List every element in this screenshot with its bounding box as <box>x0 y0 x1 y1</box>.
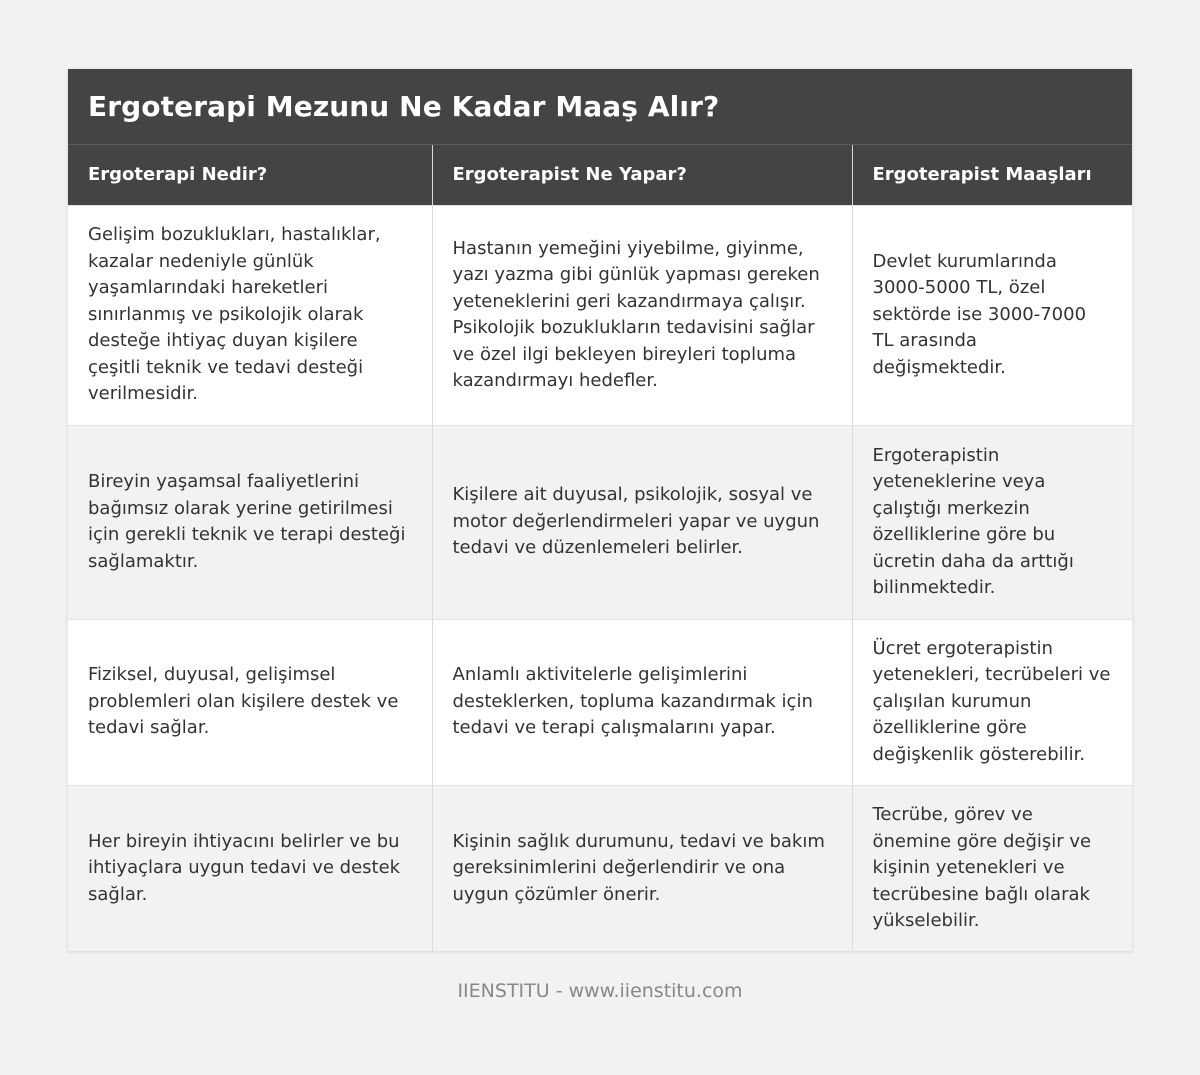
table-row <box>68 785 1132 951</box>
table-cell: Kişilere ait duyusal, psikolojik, sosyal ve motor değerlendirmeleri yapar ve uygun tedavi ve düzenlemeleri belirler. <box>432 425 852 619</box>
table-cell: Fiziksel, duyusal, gelişimsel problemleri olan kişilere destek ve tedavi sağlar. <box>68 619 432 785</box>
table-cell: Ergoterapistin yeteneklerine veya çalıştığı merkezin özelliklerine göre bu ücretin daha da arttığı bilinmektedir. <box>852 425 1132 619</box>
column-header-ergoterapi-nedir: Ergoterapi Nedir? <box>68 145 432 205</box>
table-cell: Tecrübe, görev ve önemine göre değişir ve kişinin yetenekleri ve tecrübesine bağlı olarak yükselebilir. <box>852 785 1132 951</box>
column-header-ergoterapist-ne-yapar: Ergoterapist Ne Yapar? <box>432 145 852 205</box>
title-bar <box>68 69 1132 145</box>
table-cell: Gelişim bozuklukları, hastalıklar, kazalar nedeniyle günlük yaşamlarındaki hareketleri sınırlanmış ve psikolojik olarak desteğe ihtiyaç duyan kişilere çeşitli teknik ve tedavi desteği verilmesidir. <box>68 205 432 425</box>
table-cell: Hastanın yemeğini yiyebilme, giyinme, yazı yazma gibi günlük yapması gereken yeteneklerini geri kazandırmaya çalışır. Psikolojik bozuklukların tedavisini sağlar ve özel ilgi bekleyen bireyleri topluma kazandırmayı hedefler. <box>432 205 852 425</box>
table-row <box>68 205 1132 425</box>
table-cell: Ücret ergoterapistin yetenekleri, tecrübeleri ve çalışılan kurumun özelliklerine göre değişkenlik gösterebilir. <box>852 619 1132 785</box>
column-header-ergoterapist-maaslari: Ergoterapist Maaşları <box>852 145 1132 205</box>
page-title: Ergoterapi Mezunu Ne Kadar Maaş Alır? <box>88 90 720 123</box>
table-row <box>68 619 1132 785</box>
table-cell: Bireyin yaşamsal faaliyetlerini bağımsız olarak yerine getirilmesi için gerekli teknik ve terapi desteği sağlamaktır. <box>68 425 432 619</box>
table-cell: Kişinin sağlık durumunu, tedavi ve bakım gereksinimlerini değerlendirir ve ona uygun çözümler önerir. <box>432 785 852 951</box>
table-card <box>68 69 1132 951</box>
table-cell: Her bireyin ihtiyacını belirler ve bu ihtiyaçlara uygun tedavi ve destek sağlar. <box>68 785 432 951</box>
table-header-row <box>68 145 1132 205</box>
footer-credit: IIENSTITU - www.iienstitu.com <box>457 980 743 1002</box>
table-cell: Anlamlı aktivitelerle gelişimlerini desteklerken, topluma kazandırmak için tedavi ve terapi çalışmalarını yapar. <box>432 619 852 785</box>
info-table <box>68 145 1132 951</box>
table-cell: Devlet kurumlarında 3000-5000 TL, özel sektörde ise 3000-7000 TL arasında değişmektedir. <box>852 205 1132 425</box>
table-row <box>68 425 1132 619</box>
